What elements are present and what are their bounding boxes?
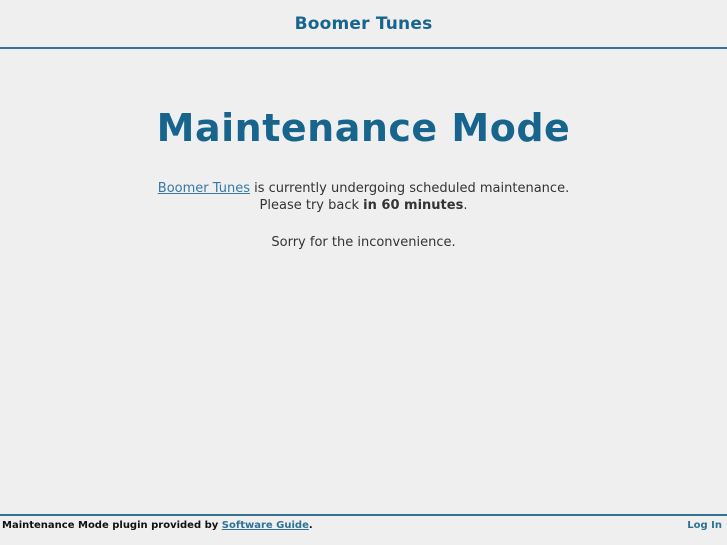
site-footer	[0, 514, 727, 545]
apology-message: Sorry for the inconvenience.	[271, 235, 456, 250]
maintenance-message-text: is currently undergoing scheduled maintenance.	[249, 181, 570, 196]
maintenance-message	[0, 181, 727, 214]
plugin-credit	[2, 520, 313, 531]
site-header	[0, 0, 727, 49]
page-title: Maintenance Mode	[156, 106, 571, 150]
try-back-suffix: .	[463, 197, 468, 213]
try-back-prefix: Please try back	[259, 197, 364, 213]
main-content	[0, 49, 727, 250]
software-guide-link[interactable]: Software Guide	[221, 520, 309, 531]
site-home-link[interactable]: Boomer Tunes	[157, 181, 250, 196]
log-in-link[interactable]: Log In	[687, 520, 722, 531]
plugin-credit-text: Maintenance Mode plugin provided by	[2, 520, 222, 531]
plugin-credit-suffix: .	[308, 520, 313, 531]
try-back-duration: in 60 minutes	[363, 197, 464, 213]
site-title: Boomer Tunes	[294, 14, 433, 34]
